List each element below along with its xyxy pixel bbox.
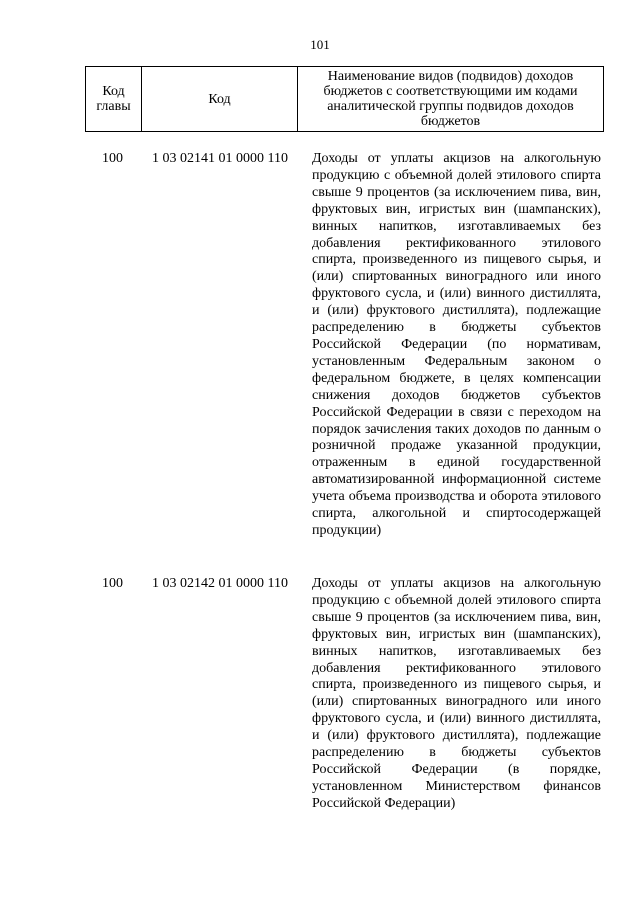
- table-body: [85, 151, 604, 813]
- table-header: [85, 66, 604, 132]
- row-chapter-code: 100: [102, 576, 123, 591]
- table-row: [85, 576, 604, 813]
- row-description: Доходы от уплаты акцизов на алкогольную продукцию с объемной долей этилового спирта свыше 9 процентов (за исключением пива, вин, фруктовых вин, игристых вин (шампанских), винных напитков, изготавливаемых без добавления ректификованного этилового спирта, произведенного из пищевого сырья, и (или) спиртованных виноградного или иного фруктового сусла, и (или) винного дистиллята, и (или) фруктового дистиллята), подлежащие распределению в бюджеты субъектов Российской Федерации (по нормативам, установленным Федеральным законом о федеральном бюджете, в целях компенсации снижения доходов бюджетов субъектов Российской Федерации в связи с переходом на порядок зачисления таких доходов по данным о розничной продаже указанной продукции, отраженным в единой государственной автоматизированной информационной системе учета объема производства и оборота этилового спирта, алкогольной и спиртосодержащей продукции): [312, 151, 601, 538]
- row-code: 1 03 02142 01 0000 110: [152, 576, 288, 591]
- header-chapter-code: Код главы: [86, 67, 142, 132]
- row-code: 1 03 02141 01 0000 110: [152, 151, 288, 166]
- row-chapter-code: 100: [102, 151, 123, 166]
- row-description: Доходы от уплаты акцизов на алкогольную продукцию с объемной долей этилового спирта свыше 9 процентов (за исключением пива, вин, фруктовых вин, игристых вин (шампанских), винных напитков, изготавливаемых без добавления ректификованного этилового спирта, произведенного из пищевого сырья, и (или) спиртованных виноградного или иного фруктового сусла, и (или) винного дистиллята, и (или) фруктового дистиллята), подлежащие распределению в бюджеты субъектов Российской Федерации (в порядке, установленном Министерством финансов Российской Федерации): [312, 576, 601, 811]
- header-code: Код: [142, 67, 298, 132]
- table-row: [85, 151, 604, 576]
- header-name: Наименование видов (подвидов) доходов бюджетов с соответствующими им кодами аналитической группы подвидов доходов бюджетов: [298, 67, 604, 132]
- page-number: 101: [310, 37, 330, 52]
- header-row: [86, 67, 604, 132]
